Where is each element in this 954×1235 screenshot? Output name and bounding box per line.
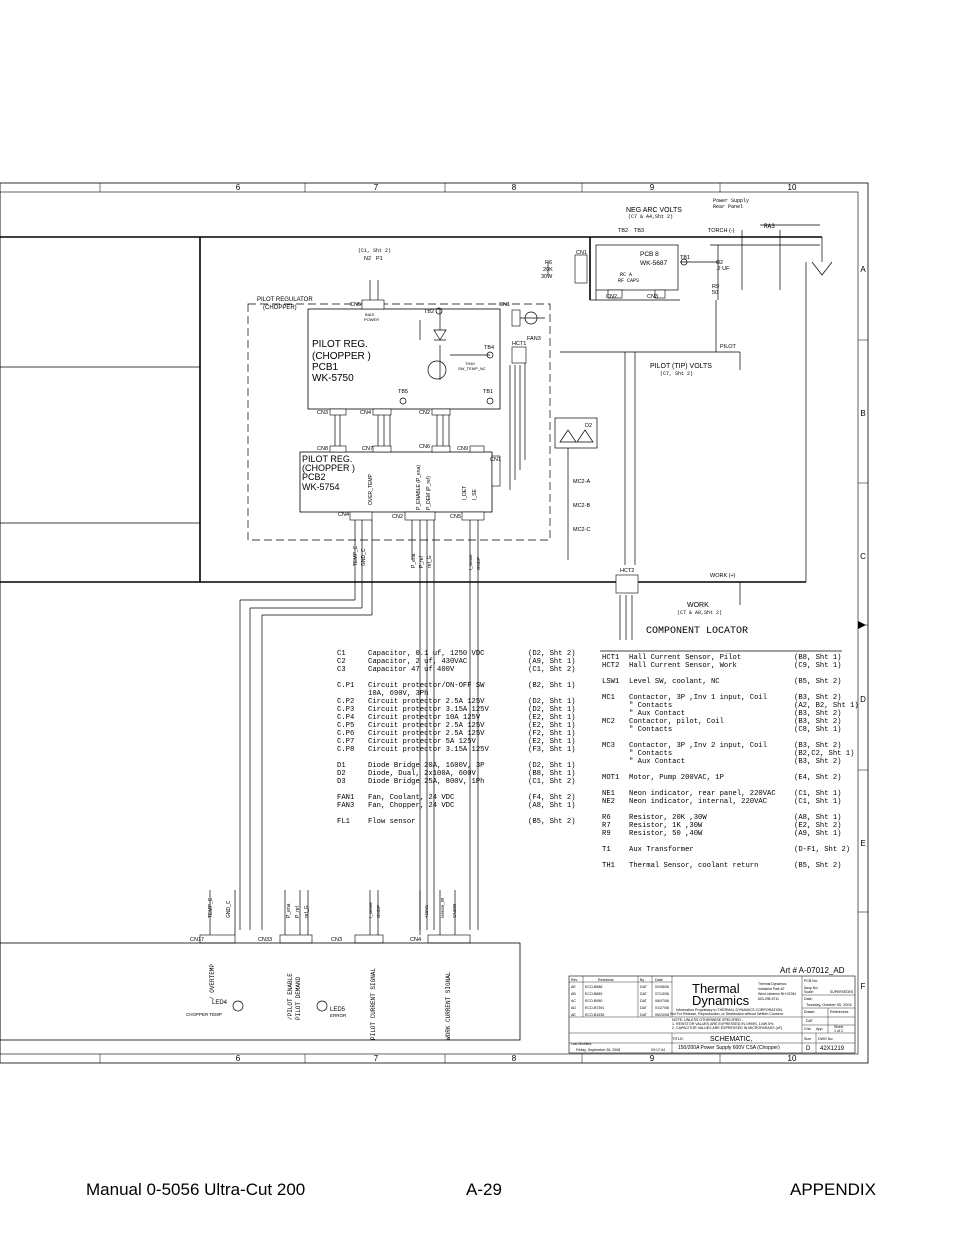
address: Industrial Park #2 bbox=[758, 987, 785, 991]
rev-header: Rev bbox=[571, 978, 578, 982]
field-label: Date: bbox=[804, 997, 813, 1001]
component-cell: (B5, Sht 2) bbox=[528, 818, 576, 826]
component-cell: TH1 bbox=[602, 862, 615, 870]
col-label: 10 bbox=[787, 183, 797, 192]
col-label: 7 bbox=[373, 1054, 379, 1063]
cn-label: CN2 bbox=[606, 294, 618, 300]
component-cell: C3 bbox=[337, 666, 346, 674]
ref-label: (C7, Sht 2) bbox=[660, 371, 694, 377]
component-cell: R9 bbox=[602, 830, 611, 838]
tb-label: TB2 bbox=[618, 228, 629, 234]
component-cell: C.P8 bbox=[337, 746, 355, 754]
wire-label: P_ena bbox=[286, 903, 292, 918]
field-label: Assy No: bbox=[804, 986, 819, 990]
component-cell: Capacitor, 0.1 uf, 1250 VDC bbox=[368, 650, 485, 658]
cn5-label: CN5 bbox=[350, 302, 362, 308]
component-cell: Diode Bridge 20A, 1600V, 3P bbox=[368, 762, 485, 770]
wire-label: P_ref bbox=[295, 906, 301, 918]
component-cell: Circuit protector 2.5A 125V bbox=[368, 730, 485, 738]
revision-cell: DAT bbox=[640, 1013, 647, 1017]
component-cell: HCT2 bbox=[602, 662, 620, 670]
revision-cell: AD bbox=[571, 1006, 576, 1010]
revision-cell: AE bbox=[571, 1013, 576, 1017]
footer-page-number: A-29 bbox=[466, 1180, 502, 1199]
ref-label: (C7 & A8,Sht 2) bbox=[677, 610, 723, 616]
note: 2. CAPACITOR VALUES ARE EXPRESSED IN MICROFARADS (uF). bbox=[672, 1026, 784, 1030]
component-list-left bbox=[337, 650, 575, 826]
component-cell: C.P1 bbox=[337, 682, 355, 690]
footer-section: APPENDIX bbox=[790, 1180, 876, 1199]
c2-value: .2 UF bbox=[716, 266, 730, 272]
component-cell: Circuit protector 2.5A 125V bbox=[368, 722, 485, 730]
component-cell: " Contacts bbox=[629, 750, 673, 758]
component-cell: Contactor, 3P ,Inv 1 input, Coil bbox=[629, 694, 768, 702]
wire-label: GNDP bbox=[476, 556, 481, 570]
row-label: B bbox=[860, 409, 866, 418]
col-label: 6 bbox=[235, 1054, 241, 1063]
pcb2-title: (CHOPPER ) bbox=[302, 463, 356, 473]
component-cell: FAN3 bbox=[337, 802, 355, 810]
drawing-title: SCHEMATIC, bbox=[710, 1036, 753, 1043]
drawing-title: 150/200A Power Supply 600V CSA (Chopper) bbox=[678, 1045, 780, 1051]
component-cell: C1 bbox=[337, 650, 346, 658]
component-cell: (E2, Sht 1) bbox=[528, 714, 576, 722]
component-cell: (B8, Sht 1) bbox=[794, 654, 842, 662]
signal-label: /PILOT ENABLE bbox=[287, 973, 294, 1020]
company-logo: Thermal bbox=[692, 981, 740, 996]
component-cell: (E4, Sht 2) bbox=[794, 774, 842, 782]
component-cell: (C1, Sht 1) bbox=[794, 798, 842, 806]
component-cell: Fan, Coolant, 24 VDC bbox=[368, 794, 455, 802]
pcb8-label: PCB 8 bbox=[640, 251, 659, 258]
fan3-label: FAN3 bbox=[527, 336, 541, 342]
component-cell: C.P2 bbox=[337, 698, 355, 706]
component-cell: HCT1 bbox=[602, 654, 620, 662]
component-cell: (E2, Sht 2) bbox=[794, 822, 842, 830]
component-cell: (A9, Sht 1) bbox=[794, 830, 842, 838]
component-cell: C.P7 bbox=[337, 738, 355, 746]
component-cell: (B3, Sht 2) bbox=[794, 758, 842, 766]
rev-header: Date bbox=[655, 978, 663, 982]
component-cell: T1 bbox=[602, 846, 611, 854]
component-cell: Neon indicator, rear panel, 220VAC bbox=[629, 790, 776, 798]
note: NOTE: UNLESS OTHERWISE SPECIFIED - bbox=[672, 1018, 744, 1022]
component-cell: D2 bbox=[337, 770, 346, 778]
col-label: 7 bbox=[373, 183, 379, 192]
revision-cell: DAT bbox=[640, 985, 647, 989]
revision-cell: AB bbox=[571, 992, 576, 996]
component-cell: (E2, Sht 1) bbox=[528, 722, 576, 730]
component-list-right bbox=[602, 654, 859, 870]
component-cell: (D2, Sht 1) bbox=[528, 762, 576, 770]
revision-cell: AE bbox=[571, 985, 576, 989]
component-cell: Neon indicator, internal, 220VAC bbox=[629, 798, 768, 806]
component-cell: " Aux Contact bbox=[629, 758, 686, 766]
field-label: DWG No: bbox=[818, 1037, 834, 1041]
size-value: D bbox=[806, 1046, 811, 1052]
component-cell: MOT1 bbox=[602, 774, 620, 782]
wire-label: ref_G bbox=[304, 905, 310, 918]
component-cell: (B5, Sht 2) bbox=[794, 678, 842, 686]
component-cell: (A8, Sht 1) bbox=[794, 814, 842, 822]
component-cell: (B3, Sht 2) bbox=[794, 718, 842, 726]
pcb1-title: PILOT REG. bbox=[312, 339, 368, 350]
tb-label: TB3 bbox=[634, 228, 645, 234]
wire-label: TEMP_C bbox=[208, 897, 214, 918]
component-cell: C.P4 bbox=[337, 714, 355, 722]
component-cell: (B3, Sht 2) bbox=[794, 742, 842, 750]
revision-cell: ECO-B950 bbox=[585, 999, 603, 1003]
led4-label: LED4 bbox=[212, 1000, 228, 1006]
component-cell: Level SW, coolant, NC bbox=[629, 678, 720, 686]
component-cell: MC1 bbox=[602, 694, 615, 702]
row-label: A bbox=[860, 265, 866, 274]
col-label: 9 bbox=[649, 1054, 655, 1063]
revision-cell: 07/13/06 bbox=[655, 992, 669, 996]
revision-cell: ECO-B586 bbox=[585, 985, 603, 989]
r6-value: 30W bbox=[541, 274, 553, 280]
p1-label: P1 bbox=[376, 256, 383, 262]
component-cell: (B8, Sht 1) bbox=[528, 770, 576, 778]
component-cell: Diode, Dual, 2x100A, 600V bbox=[368, 770, 476, 778]
pilot-reg-label: (CHOPPER) bbox=[263, 305, 297, 311]
component-cell: LSW1 bbox=[602, 678, 620, 686]
wire-label: +15Va bbox=[424, 905, 429, 918]
component-cell: " Aux Contact bbox=[629, 710, 686, 718]
component-cell: Fan, Chopper, 24 VDC bbox=[368, 802, 455, 810]
component-cell: Motor, Pump 200VAC, 1P bbox=[629, 774, 724, 782]
bias-label: BIAS bbox=[365, 312, 375, 317]
component-cell: (F2, Sht 1) bbox=[528, 730, 576, 738]
component-cell: Resistor, 20K ,30W bbox=[629, 814, 707, 822]
proprietary-note: Not For Release, Reproduction, or Distribution without Written Consent. bbox=[670, 1012, 784, 1016]
field-label: Drawn: bbox=[804, 1010, 816, 1014]
field-label: Last Modified: bbox=[571, 1042, 593, 1046]
component-cell: Contactor, pilot, Coil bbox=[629, 718, 724, 726]
pcb1-title: WK-5750 bbox=[312, 373, 354, 384]
d2-label: D2 bbox=[585, 423, 593, 429]
pcb2-title: PCB2 bbox=[302, 472, 326, 482]
r9-label: R9 bbox=[712, 284, 720, 290]
revision-cell: DAT bbox=[640, 999, 647, 1003]
revision-table bbox=[571, 985, 669, 1017]
wire-label: GND_C bbox=[361, 548, 367, 566]
wk-label: WK-5687 bbox=[640, 260, 668, 267]
row-label: E bbox=[860, 839, 866, 848]
cn-label: CN1 bbox=[490, 457, 502, 463]
pilot-regulator-frame bbox=[248, 304, 550, 540]
wire-label: P_ref bbox=[419, 556, 425, 568]
component-cell: (C1, Sht 2) bbox=[528, 778, 576, 786]
component-cell: (F4, Sht 2) bbox=[528, 794, 576, 802]
c2-label: C2 bbox=[716, 260, 724, 266]
address: Thermal Dynamics bbox=[758, 982, 787, 986]
work-plus-label: WORK (+) bbox=[710, 573, 736, 579]
field-label: PCB No: bbox=[804, 979, 818, 983]
torch-label: TORCH (-) bbox=[708, 228, 735, 234]
component-cell: (B3, Sht 2) bbox=[794, 710, 842, 718]
control-board-box bbox=[0, 943, 520, 1040]
cn-label: CN1 bbox=[576, 250, 588, 256]
mc2-label: MC2-B bbox=[573, 503, 591, 509]
cn-label: CN3 bbox=[317, 410, 329, 416]
revision-cell: 05/23/08 bbox=[655, 1013, 669, 1017]
pilot-tip-volts: PILOT (TIP) VOLTS bbox=[650, 363, 712, 370]
error-label: ERROR bbox=[330, 1013, 347, 1018]
component-cell: Resistor, 1K ,30W bbox=[629, 822, 703, 830]
supersedes: SUPERSEDES bbox=[830, 990, 854, 994]
ref-label: (C1, Sht 2) bbox=[358, 248, 392, 254]
revision-cell: ECO-B7391 bbox=[585, 1006, 605, 1010]
wire-label: I_sense bbox=[468, 554, 473, 570]
component-cell: (E2, Sht 1) bbox=[528, 738, 576, 746]
rev-header: Revisions bbox=[598, 978, 614, 982]
hct1-label: HCT1 bbox=[512, 341, 527, 347]
tb-label: TB1 bbox=[680, 255, 691, 261]
rc-label: RC A bbox=[620, 272, 633, 278]
component-cell: MC3 bbox=[602, 742, 615, 750]
component-cell: R6 bbox=[602, 814, 611, 822]
revision-cell: DAT bbox=[640, 992, 647, 996]
signal-label: WORK CURRENT SIGNAL bbox=[445, 971, 452, 1040]
signal-label: PILOT CURRENT SIGNAL bbox=[370, 967, 377, 1040]
r6-value: 20K bbox=[543, 267, 553, 273]
work-label: WORK bbox=[687, 602, 709, 609]
hct2-label: HCT2 bbox=[620, 568, 635, 574]
component-cell: Thermal Sensor, coolant return bbox=[629, 862, 759, 870]
address: West Lebanon NH 03784 bbox=[758, 992, 797, 996]
component-cell: (D2, Sht 1) bbox=[528, 698, 576, 706]
mc2-label: MC2-A bbox=[573, 479, 591, 485]
th-label: TH40 bbox=[465, 361, 475, 366]
component-cell: Circuit protector 3.15A 125V bbox=[368, 706, 489, 714]
signal-label: / OVERTEMP bbox=[209, 963, 216, 1000]
note: 1. RESISTOR VALUES ARE EXPRESSED IN OHMS, 1/4W 5%. bbox=[672, 1022, 775, 1026]
sheet-value: 1 of 2 bbox=[834, 1029, 843, 1033]
wire-label: GNDW bbox=[452, 903, 457, 918]
ref-label: Power Supply bbox=[713, 198, 750, 204]
signal-label: I_SE bbox=[472, 489, 478, 500]
grid-row-labels bbox=[860, 265, 866, 991]
signal-label: PILOT DEMAND bbox=[295, 976, 302, 1020]
col-label: 8 bbox=[511, 183, 517, 192]
wire-label: GNDP bbox=[376, 904, 381, 918]
cn-label: CN2 bbox=[392, 514, 404, 520]
last-mod-value: Friday, September 26, 2008 bbox=[576, 1048, 621, 1052]
component-cell: (F3, Sht 1) bbox=[528, 746, 576, 754]
component-cell: Hall Current Sensor, Work bbox=[629, 662, 737, 670]
component-cell: D3 bbox=[337, 778, 346, 786]
revision-cell: 08/07/06 bbox=[655, 999, 669, 1003]
cn-label: CN6 bbox=[419, 444, 431, 450]
component-cell: " Contacts bbox=[629, 702, 673, 710]
cn-label: CN8 bbox=[317, 446, 329, 452]
component-cell: (A9, Sht 1) bbox=[528, 658, 576, 666]
cn-label: CN1 bbox=[499, 302, 511, 308]
component-cell: C.P6 bbox=[337, 730, 355, 738]
component-cell: (B5, Sht 2) bbox=[794, 862, 842, 870]
component-locator-title: COMPONENT LOCATOR bbox=[646, 626, 749, 637]
time-value: 09:17:44 bbox=[651, 1048, 665, 1052]
field-label: App: bbox=[816, 1027, 824, 1031]
cn-label: CN5 bbox=[450, 514, 462, 520]
company-logo: Dynamics bbox=[692, 993, 750, 1008]
signal-label: OVER_TEMP bbox=[368, 474, 374, 505]
th-label: SW_TEMP_NC bbox=[458, 366, 486, 371]
field-label: Sheet bbox=[834, 1025, 844, 1029]
row-label: F bbox=[860, 982, 866, 991]
tb-label: TB1 bbox=[483, 389, 494, 395]
component-cell: NE1 bbox=[602, 790, 615, 798]
component-cell: Diode Bridge 25A, 800V, 1Ph bbox=[368, 778, 485, 786]
component-cell: (C1, Sht 2) bbox=[528, 666, 576, 674]
power-bus-wires bbox=[0, 237, 822, 582]
component-cell: (D-F1, Sht 2) bbox=[794, 846, 851, 854]
ref-label: Rear Panel bbox=[713, 204, 744, 210]
component-cell: (B2, Sht 1) bbox=[528, 682, 576, 690]
wire-label: TEMP_C bbox=[353, 545, 359, 566]
ref-label: (C7 & A4,Sht 2) bbox=[628, 214, 674, 220]
wire-label: GND_C bbox=[226, 900, 232, 918]
title-block-text bbox=[571, 978, 854, 1052]
component-cell: (D2, Sht 2) bbox=[528, 650, 576, 658]
cn-label: CN17 bbox=[190, 937, 205, 943]
row-label: D bbox=[860, 695, 866, 704]
dwg-number: 42X1219 bbox=[820, 1046, 845, 1052]
mc2-label: MC2-C bbox=[573, 527, 591, 533]
pilot-label: PILOT bbox=[720, 344, 736, 350]
component-cell: 10A, 690V, 3Ph bbox=[368, 690, 429, 698]
revision-cell: ECO-B889 bbox=[585, 992, 603, 996]
component-cell: (A2, B2, Sht 1) bbox=[794, 702, 859, 710]
address: 603-298-5711 bbox=[758, 997, 779, 1001]
field-label: Chk: bbox=[804, 1027, 812, 1031]
revision-cell: ECO-B1535 bbox=[585, 1013, 605, 1017]
signal-label: I_DET bbox=[462, 485, 468, 500]
cn-label: CN9 bbox=[457, 446, 469, 452]
wire-label: Isense_W bbox=[440, 897, 445, 918]
component-cell: Aux Transformer bbox=[629, 846, 694, 854]
cn-label: CN3 bbox=[647, 294, 659, 300]
art-number: Art # A-07012_AD bbox=[780, 966, 845, 975]
field-label: TITLE: bbox=[672, 1036, 685, 1041]
signal-label: P_ENABLE (P_ena) bbox=[416, 464, 422, 510]
component-cell: Capacitor, 2 uf, 430VAC bbox=[368, 658, 468, 666]
revision-cell: AC bbox=[571, 999, 576, 1003]
component-cell: C.P5 bbox=[337, 722, 355, 730]
cn-label: CN2 bbox=[419, 410, 431, 416]
tb-label: TB5 bbox=[398, 389, 409, 395]
signal-label: P_DEM (P_ref) bbox=[426, 476, 432, 510]
chopper-temp-label: CHOPPER TEMP bbox=[186, 1012, 222, 1017]
col-label: 8 bbox=[511, 1054, 517, 1063]
component-cell: Circuit protector 3.15A 125V bbox=[368, 746, 489, 754]
tb-label: TB4 bbox=[484, 345, 495, 351]
component-cell: D1 bbox=[337, 762, 346, 770]
component-cell: Circuit protector 2.5A 125V bbox=[368, 698, 485, 706]
footer-manual-title: Manual 0-5056 Ultra-Cut 200 bbox=[86, 1180, 306, 1199]
r9-value: 50 bbox=[712, 290, 719, 296]
component-cell: Contactor, 3P ,Inv 2 input, Coil bbox=[629, 742, 768, 750]
component-cell: MC2 bbox=[602, 718, 615, 726]
component-cell: C.P3 bbox=[337, 706, 355, 714]
cn-label: CN7 bbox=[362, 446, 374, 452]
bias-label: POWER bbox=[364, 317, 380, 322]
proprietary-note: Information Proprietary to THERMAL DYNAMICS CORPORATION. bbox=[676, 1008, 783, 1012]
col-label: 9 bbox=[649, 183, 655, 192]
r6-label: R6 bbox=[545, 260, 553, 266]
component-cell: (B2,C2, Sht 1) bbox=[794, 750, 855, 758]
component-cell: (C8, Sht 1) bbox=[794, 726, 842, 734]
wire-label: ref_G bbox=[427, 555, 433, 568]
pcb2-title: WK-5754 bbox=[302, 482, 340, 492]
date-value: Tuesday, October 05, 2004 bbox=[806, 1003, 852, 1007]
led-symbols bbox=[233, 1001, 327, 1011]
component-cell: Flow sensor bbox=[368, 818, 416, 826]
component-cell: (B3, Sht 2) bbox=[794, 694, 842, 702]
component-cell: Resistor, 50 ,40W bbox=[629, 830, 703, 838]
transistor-symbols bbox=[400, 259, 832, 442]
component-cell: R7 bbox=[602, 822, 611, 830]
component-cell: Circuit protector/ON-OFF SW bbox=[368, 682, 485, 690]
n2-label: N2 bbox=[364, 256, 372, 262]
wire-label: I_sense bbox=[368, 902, 373, 918]
component-cell: Circuit protector 10A 125V bbox=[368, 714, 481, 722]
drawn-by: DAT bbox=[806, 1019, 813, 1023]
component-cell: FAN1 bbox=[337, 794, 355, 802]
pcb1-title: (CHOPPER ) bbox=[312, 351, 371, 362]
cn-label: CN3 bbox=[331, 937, 343, 943]
field-label: Size bbox=[804, 1037, 811, 1041]
component-cell: (C9, Sht 1) bbox=[794, 662, 842, 670]
pilot-reg-label: PILOT REGULATOR bbox=[257, 297, 313, 303]
cn-label: CN4 bbox=[410, 937, 422, 943]
component-cell: C2 bbox=[337, 658, 346, 666]
cn-label: CN4 bbox=[360, 410, 372, 416]
col-label: 6 bbox=[235, 183, 241, 192]
rev-header: By bbox=[640, 978, 645, 982]
cn-label: CN33 bbox=[258, 937, 273, 943]
component-cell: " Contacts bbox=[629, 726, 673, 734]
neg-arc-volts-label: NEG ARC VOLTS bbox=[626, 207, 682, 214]
row-label: C bbox=[860, 552, 866, 561]
pcb1-title: PCB1 bbox=[312, 362, 339, 373]
field-label: References bbox=[830, 1010, 849, 1014]
led5-label: LED5 bbox=[330, 1007, 346, 1013]
revision-cell: 02/08/06 bbox=[655, 985, 669, 989]
component-cell: Capacitor 47 uf 400V bbox=[368, 666, 455, 674]
component-cell: (D2, Sht 1) bbox=[528, 706, 576, 714]
rf-label: RF CAPS bbox=[618, 278, 640, 284]
component-cell: (A8, Sht 1) bbox=[528, 802, 576, 810]
col-label: 10 bbox=[787, 1054, 797, 1063]
pcb2-title: PILOT REG. bbox=[302, 454, 353, 464]
revision-cell: DAT bbox=[640, 1006, 647, 1010]
tb-label: TB2 bbox=[424, 309, 435, 315]
component-cell: FL1 bbox=[337, 818, 350, 826]
component-cell: NE2 bbox=[602, 798, 615, 806]
ra3-label: RA3 bbox=[764, 223, 775, 230]
row-marker-arrow bbox=[858, 621, 866, 629]
revision-cell: 01/27/08 bbox=[655, 1006, 669, 1010]
wire-label: P_ena bbox=[411, 553, 417, 568]
component-cell: (C1, Sht 1) bbox=[794, 790, 842, 798]
component-cell: Circuit protector 5A 125V bbox=[368, 738, 476, 746]
field-label: Scale: bbox=[804, 990, 814, 994]
component-cell: Hall Current Sensor, Pilot bbox=[629, 654, 742, 662]
cn-label: CN4 bbox=[338, 512, 350, 518]
